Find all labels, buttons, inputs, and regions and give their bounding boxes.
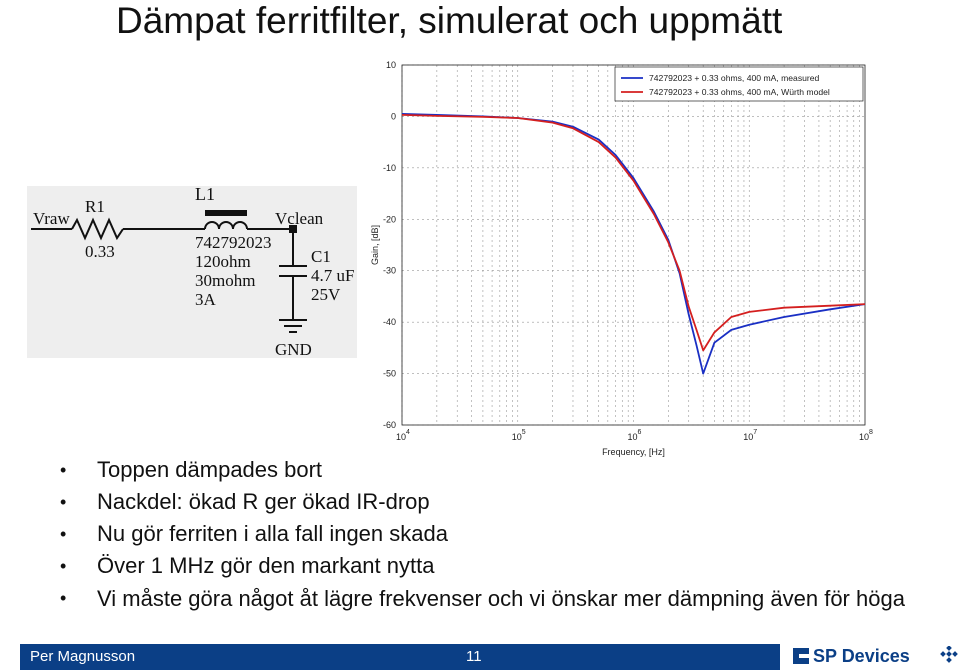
c1-value: 4.7 uF — [311, 266, 355, 285]
x-tick-label: 10 — [859, 432, 870, 442]
net-vclean: Vclean — [275, 209, 324, 228]
x-tick-exponent: 5 — [521, 429, 526, 436]
bullet-text: Vi måste göra något åt lägre frekvenser och vi önskar mer dämpning även för höga — [97, 586, 905, 611]
bullet-list — [60, 454, 940, 611]
legend-entry: 742792023 + 0.33 ohms, 400 mA, Würth model — [649, 87, 830, 97]
c1-voltage: 25V — [311, 285, 341, 304]
logo-text: SP Devices — [813, 646, 910, 666]
bullet-text: Nu gör ferriten i alla fall ingen skada — [97, 521, 448, 546]
gnd-label: GND — [275, 340, 312, 359]
l1-current: 3A — [195, 290, 216, 309]
bullet-text: Toppen dämpades bort — [97, 457, 323, 482]
l1-part: 742792023 — [195, 233, 272, 252]
bullet-item: • Vi måste göra något åt lägre frekvenser och vi önskar mer dämpning även för höga — [60, 586, 905, 611]
page-number: 11 — [466, 648, 482, 665]
x-tick-label: 10 — [396, 432, 407, 442]
y-tick-label: -40 — [382, 317, 396, 328]
bullet-item: • Toppen dämpades bort — [60, 457, 323, 482]
l1-label: L1 — [195, 184, 215, 204]
y-tick-label: -10 — [382, 162, 396, 173]
circuit-grid-icon — [939, 646, 959, 666]
c1-label: C1 — [311, 247, 331, 266]
net-vraw: Vraw — [33, 209, 70, 228]
x-tick-label: 10 — [511, 432, 522, 442]
l1-resistance: 30mohm — [195, 271, 256, 290]
filter-schematic — [27, 186, 357, 358]
y-tick-label: -20 — [382, 214, 396, 225]
x-tick-exponent: 4 — [406, 429, 410, 436]
y-axis-label: Gain, [dB] — [370, 224, 380, 266]
r1-label: R1 — [85, 197, 105, 216]
x-tick-label: 10 — [627, 432, 638, 442]
bullet-item: • Nackdel: ökad R ger ökad IR-drop — [60, 489, 430, 514]
y-tick-label: -60 — [382, 420, 396, 430]
slide-title: Dämpat ferritfilter, simulerat och uppmätt — [116, 0, 783, 41]
y-tick-label: 0 — [390, 111, 396, 122]
sp-devices-logo — [793, 646, 959, 670]
x-tick-exponent: 8 — [869, 429, 873, 436]
logo-mark-icon — [793, 648, 809, 664]
frequency-response-chart — [360, 55, 880, 465]
bullet-item: • Över 1 MHz gör den markant nytta — [60, 553, 435, 578]
chart-canvas — [360, 55, 880, 465]
ferrite-bar — [205, 210, 247, 216]
y-tick-label: -50 — [382, 368, 396, 379]
r1-value: 0.33 — [85, 242, 115, 261]
bullet-text: Nackdel: ökad R ger ökad IR-drop — [97, 489, 430, 514]
bullet-item: • Nu gör ferriten i alla fall ingen skada — [60, 521, 448, 546]
footer-author: Per Magnusson — [30, 648, 136, 665]
y-tick-label: 10 — [385, 60, 396, 70]
x-axis-label: Frequency, [Hz] — [602, 447, 665, 457]
x-tick-exponent: 6 — [637, 429, 642, 436]
x-tick-label: 10 — [743, 432, 754, 442]
l1-impedance: 120ohm — [195, 252, 251, 271]
y-tick-label: -30 — [382, 265, 396, 276]
legend-entry: 742792023 + 0.33 ohms, 400 mA, measured — [649, 73, 820, 83]
bullet-text: Över 1 MHz gör den markant nytta — [97, 553, 435, 578]
x-tick-exponent: 7 — [753, 429, 758, 436]
